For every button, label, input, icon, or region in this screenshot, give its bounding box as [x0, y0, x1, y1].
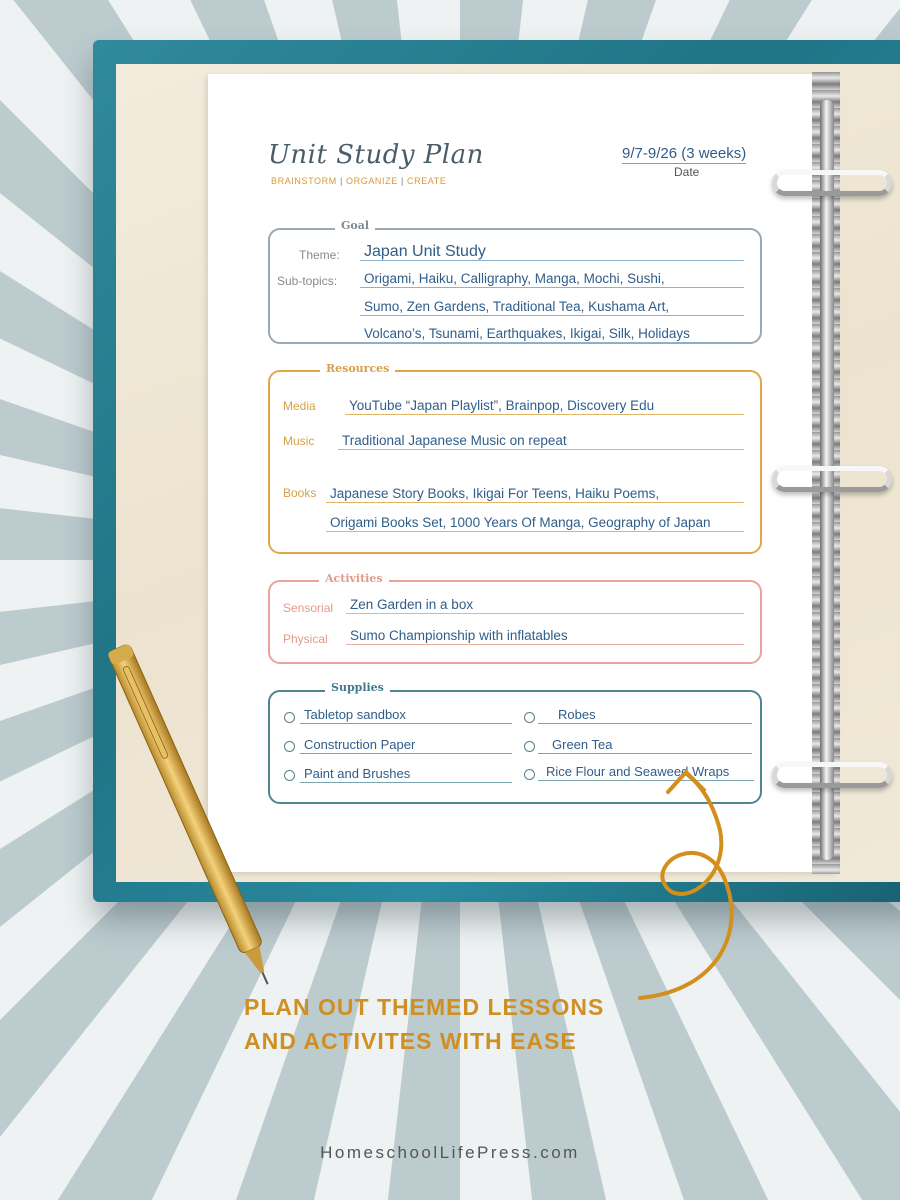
date-label: Date: [674, 165, 700, 179]
music-label: Music: [283, 434, 315, 448]
theme-field[interactable]: Japan Unit Study: [360, 244, 744, 261]
goal-title: Goal: [335, 219, 375, 232]
physical-field[interactable]: Sumo Championship with inflatables: [346, 628, 744, 645]
sensorial-field[interactable]: Zen Garden in a box: [346, 597, 744, 614]
supply-item-5[interactable]: Green Tea: [538, 737, 752, 754]
subtopics-field-3[interactable]: Volcano’s, Tsunami, Earthquakes, Ikigai, Silk, Holidays: [360, 326, 744, 343]
physical-label: Physical: [283, 632, 328, 646]
footer-website[interactable]: HomeschoolLifePress.com: [320, 1143, 580, 1162]
supply-checkbox-4[interactable]: [524, 712, 535, 723]
callout-text: [244, 990, 604, 1058]
sensorial-label: Sensorial: [283, 601, 334, 615]
media-field[interactable]: YouTube “Japan Playlist”, Brainpop, Discovery Edu: [345, 398, 744, 415]
subtitle-separator: |: [400, 176, 404, 186]
subtopics-field-2[interactable]: Sumo, Zen Gardens, Traditional Tea, Kushama Art,: [360, 299, 744, 316]
binder-ring-bottom: [772, 762, 892, 788]
subtitle-create: CREATE: [407, 176, 447, 186]
books-field-1[interactable]: Japanese Story Books, Ikigai For Teens, Haiku Poems,: [326, 486, 744, 503]
resources-title: Resources: [320, 362, 395, 375]
page-subtitle: [271, 176, 446, 186]
binder-ring-middle: [772, 466, 892, 492]
books-field-2[interactable]: Origami Books Set, 1000 Years Of Manga, Geography of Japan: [326, 515, 744, 532]
supply-checkbox-5[interactable]: [524, 741, 535, 752]
supply-item-3[interactable]: Paint and Brushes: [300, 766, 512, 783]
supply-checkbox-1[interactable]: [284, 712, 295, 723]
supply-item-1[interactable]: Tabletop sandbox: [300, 707, 512, 724]
supply-item-6[interactable]: Rice Flour and Seaweed Wraps: [538, 764, 754, 781]
subtopics-label: Sub-topics:: [277, 274, 338, 288]
theme-label: Theme:: [299, 248, 340, 262]
supply-item-2[interactable]: Construction Paper: [300, 737, 512, 754]
date-field[interactable]: 9/7-9/26 (3 weeks): [622, 145, 747, 162]
subtitle-separator: |: [339, 176, 343, 186]
callout-line-2: AND ACTIVITES WITH EASE: [244, 1028, 577, 1054]
music-field[interactable]: Traditional Japanese Music on repeat: [338, 433, 744, 450]
subtopics-field-1[interactable]: Origami, Haiku, Calligraphy, Manga, Mochi, Sushi,: [360, 271, 744, 288]
media-label: Media: [283, 399, 316, 413]
supply-item-4[interactable]: Robes: [538, 707, 752, 724]
supply-checkbox-6[interactable]: [524, 769, 535, 780]
page-title: Unit Study Plan: [268, 140, 484, 170]
activities-section: [268, 580, 762, 664]
supplies-title: Supplies: [325, 681, 390, 694]
activities-title: Activities: [319, 572, 389, 585]
binder-ring-top: [772, 170, 892, 196]
supply-checkbox-3[interactable]: [284, 770, 295, 781]
books-label: Books: [283, 486, 317, 500]
subtitle-brainstorm: BRAINSTORM: [271, 176, 337, 186]
supply-checkbox-2[interactable]: [284, 741, 295, 752]
callout-line-1: PLAN OUT THEMED LESSONS: [244, 994, 605, 1020]
subtitle-organize: ORGANIZE: [346, 176, 398, 186]
